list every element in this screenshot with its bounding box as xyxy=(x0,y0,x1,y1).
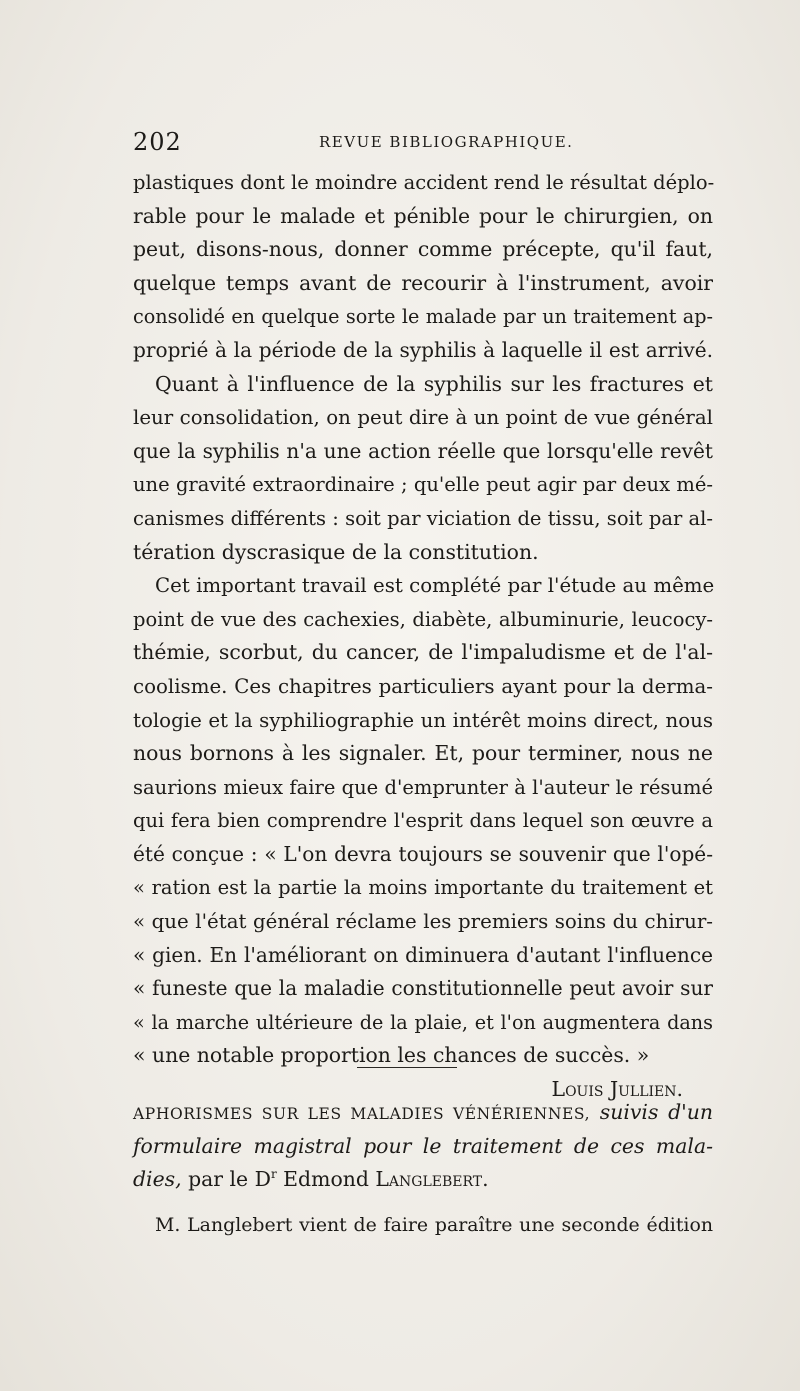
page-number: 202 xyxy=(133,128,182,156)
author-firstname: Edmond xyxy=(283,1167,369,1192)
section-divider xyxy=(357,1067,457,1068)
text-line: « une notable proportion les chances de succès. » xyxy=(133,1043,650,1068)
text-line: M. Langlebert vient de faire paraître une seconde édition xyxy=(155,1213,713,1236)
text-line: leur consolidation, on peut dire à un point de vue général xyxy=(133,406,713,430)
text-line: tologie et la syphiliographie un intérêt moins direct, nous xyxy=(133,708,713,732)
section-subtitle: suivis d'un xyxy=(599,1100,714,1124)
text-line: « funeste que la maladie constitutionnelle peut avoir sur xyxy=(133,976,713,1001)
text-line: été conçue : « L'on devra toujours se souvenir que l'opé- xyxy=(133,841,713,866)
section-title-line xyxy=(133,1096,713,1130)
review-section xyxy=(133,1096,713,1242)
section-subtitle-line: formulaire magistral pour le traitement de ces mala- xyxy=(133,1133,713,1158)
text-line: proprié à la période de la syphilis à laquelle il est arrivé. xyxy=(133,337,713,362)
text-line: qui fera bien comprendre l'esprit dans lequel son œuvre a xyxy=(133,809,713,833)
text-line: quelque temps avant de recourir à l'instrument, avoir xyxy=(133,270,713,295)
author-title-sup: r xyxy=(270,1167,277,1182)
text-line: que la syphilis n'a une action réelle que lorsqu'elle revêt xyxy=(133,438,713,463)
text-line: coolisme. Ces chapitres particuliers ayant pour la derma- xyxy=(133,674,713,698)
author-prefix: par le D xyxy=(188,1167,271,1192)
text-line: « que l'état général réclame les premiers soins du chirur- xyxy=(133,910,713,934)
running-title: REVUE BIBLIOGRAPHIQUE. xyxy=(319,133,574,151)
text-line: canismes différents : soit par viciation de tissu, soit par al- xyxy=(133,506,713,530)
text-line: thémie, scorbut, du cancer, de l'impaludisme et de l'al- xyxy=(133,640,713,665)
body-text xyxy=(133,166,713,1107)
text-line: « la marche ultérieure de la plaie, et l'on augmentera dans xyxy=(133,1010,713,1034)
text-line: peut, disons-nous, donner comme précepte, qu'il faut, xyxy=(133,237,713,262)
text-line: consolidé en quelque sorte le malade par un traitement ap- xyxy=(133,305,713,329)
text-line: point de vue des cachexies, diabète, albuminurie, leucocy- xyxy=(133,607,713,631)
text-line: une gravité extraordinaire ; qu'elle peut agir par deux mé- xyxy=(133,473,713,497)
text-line: Cet important travail est complété par l'étude au même xyxy=(155,574,715,598)
text-line: rable pour le malade et pénible pour le chirurgien, on xyxy=(133,203,713,228)
text-line: Quant à l'influence de la syphilis sur les fractures et xyxy=(155,371,713,396)
text-line: plastiques dont le moindre accident rend le résultat déplo- xyxy=(133,171,715,194)
section-title: APHORISMES SUR LES MALADIES VÉNÉRIENNES, xyxy=(133,1105,591,1123)
text-line: « gien. En l'améliorant on diminuera d'autant l'influence xyxy=(133,942,713,967)
section-subtitle-end: dies, xyxy=(133,1167,182,1192)
author-surname: Langlebert. xyxy=(375,1167,489,1192)
text-line: tération dyscrasique de la constitution. xyxy=(133,539,539,564)
text-line: nous bornons à les signaler. Et, pour terminer, nous ne xyxy=(133,741,713,766)
section-author-line xyxy=(133,1163,713,1197)
text-line: « ration est la partie la moins importante du traitement et xyxy=(133,876,713,900)
page-header xyxy=(133,128,713,158)
text-line: saurions mieux faire que d'emprunter à l'auteur le résumé xyxy=(133,775,713,799)
author-signature: Louis Jullien. xyxy=(551,1077,683,1102)
